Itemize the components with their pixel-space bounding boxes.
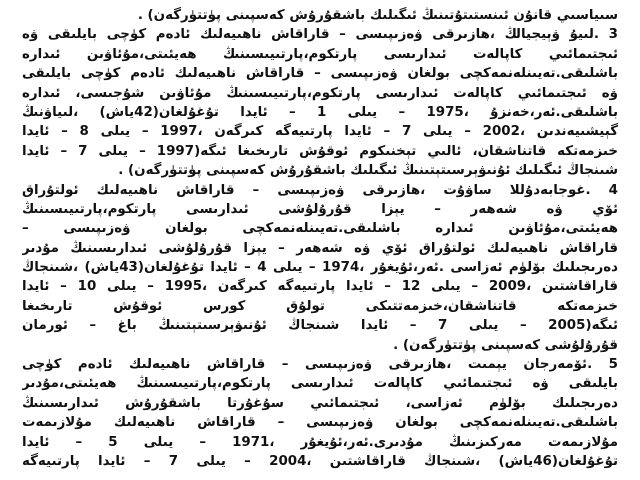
text-line: 5 .ئۆمەرجان يېمىت ،ھازىرقى ۋەزىپىسى – قاراقاش ناھىيەلىك ئادەم كۈچى <box>22 357 618 373</box>
text-line: دەرىجىلىك بۆلۈم ئەزاسى، ئىجتىمائىي سۇغۇرتا باشقۇرۇش ئىدارىسىنىڭ <box>22 395 618 411</box>
text-line: قاراقاش ناھىيەلىك ئولتۇراق ئۆي ۋە شەھەر – يېزا قۇرۇلۇشى ئىدارىسىنىڭ مۇدىر <box>22 240 618 256</box>
text-line: قاراقاشتىن ،2009 – يىلى 12 – ئايدا پارتىيەگە كىرگەن ،1995 – يىلى 10 – ئايدا <box>22 279 618 295</box>
text-line: شىنجاڭ ئىگىلىك ئۇنىۋېرسىتېتىنىڭ ئىگىلىك باشقۇرۇش كەسپىنى پۈتتۈرگەن) . <box>118 163 618 179</box>
text-line: ئىجتىمائىي كاپالەت ئىدارىسى پارتكوم،پارتىيىسىنىڭ ھەيئىتى،مۇئاۋىن ئىدارە <box>22 46 618 62</box>
text-line: خىزمەتكە قاتناشقان،خىزمەتتىكى تولۇق كورس ئوقۇش تارىخىغا <box>22 298 618 314</box>
text-line: باشلىقى.ئەر،خەنزۇ ،1975 – يىلى 1 – ئايدا تۇغۇلغان(42ياش) ،لىياۋنىڭ <box>22 104 618 120</box>
text-line: سىياسىي قانۇن ئىنستىتۇتىنىڭ ئىگىلىك باشقۇرۇش كەسپىنى پۈتتۈرگەن) . <box>137 8 618 23</box>
text-line: دەرىجىلىك بۆلۈم ئەزاسى .ئەر،ئۇيغۇر ،1974 – يىلى 4 – ئايدا تۇغۇلغان(43ياش) ،شىنجاڭ <box>22 260 618 276</box>
text-line: ھەيئىتى،مۇئاۋىن ئىدارە باشلىقى.تەيىنلەنمەكچى بولغان ۋەزىپىسى – <box>22 221 618 237</box>
text-line: بايلىقى ۋە ئىجتىمائىي كاپالەت ئىدارىسى پارتكوم،پارتىيىسىنىڭ ھەيئىتى،مۇدىر <box>22 376 618 392</box>
text-line: باشلىقى.تەيىنلەنمەكچى بولغان ۋەزىپىسى – قاراقاش ناھىيەلىك مۇلازىمەت <box>22 415 618 431</box>
text-line: ئىگە(2005 – يىلى 7 – ئايدا شىنجاڭ ئۇنىۋېرسىتېتىنىڭ باغ – ئورمان <box>22 318 618 334</box>
text-line: تۇغۇلغان(46ياش) ،شىنجاڭ قاراقاشتىن ،2004 – يىلى 7 – ئايدا پارتىيەگە <box>22 453 618 469</box>
text-line: ئۆي ۋە شەھەر – يېزا قۇرۇلۇشى ئىدارىسى پارتكوم،پارتىيىسىنىڭ <box>22 201 618 217</box>
text-line: گېيشىيەندىن ،2002 – يىلى 7 – ئايدا پارتىيەگە كىرگەن ،1997 – يىلى 8 – ئايدا <box>22 124 618 140</box>
text-line: باشلىقى.تەيىنلەنمەكچى بولغان ۋەزىپىسى – قاراقاش ناھىيەلىك ئادەم كۈچى بايلىقى <box>22 66 618 82</box>
text-line: ۋە ئىجتىمائىي كاپالەت ئىدارىسى پارتكوم،پارتىيىسىنىڭ مۇئاۋىن شۇجىسى، ئىدارە <box>22 85 618 101</box>
text-line: خىزمەتكە قاتناشقان، ئالىي تېخنىكوم ئوقۇش تارىخىغا ئىگە(1997 – يىلى 7 – ئايدا <box>22 143 618 159</box>
text-line: 3 .لىيۇ ۋېيجيالڭ ،ھازىرقى ۋەزىپىسى – قاراقاش ناھىيەلىك ئادەم كۈچى بايلىقى ۋە <box>22 27 618 43</box>
text-line: مۇلازىمەت مەركىزىنىڭ مۇدىرى.ئەر،ئۇيغۇر ،1971 – يىلى 5 – ئايدا <box>22 434 618 450</box>
text-line: قۇرۇلۇشى كەسپىنى پۈتتۈرگەن) . <box>393 337 618 353</box>
text-line: 4 .غوجابەدۇللا ساۋۇت ،ھازىرقى ۋەزىپىسى – قاراقاش ناھىيەلىك ئولتۇراق <box>22 182 618 198</box>
